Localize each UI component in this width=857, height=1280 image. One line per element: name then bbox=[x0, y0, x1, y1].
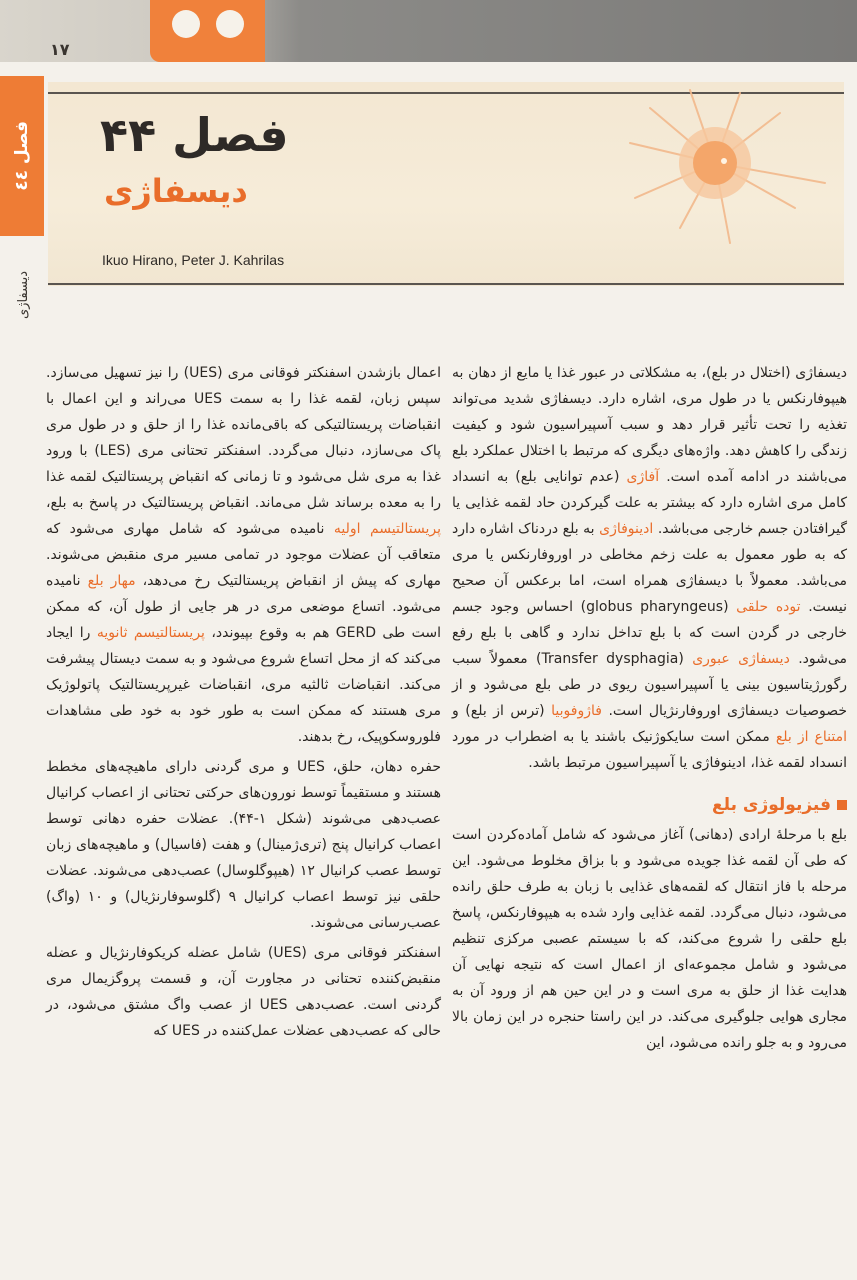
splash-illustration bbox=[620, 88, 830, 248]
term-transfer-dysphagia: دیسفاژی عبوری bbox=[692, 651, 790, 667]
side-title-label: دیسفاژی bbox=[15, 271, 31, 319]
previous-page-corner bbox=[150, 0, 265, 62]
peristalsis-paragraph: اعمال بازشدن اسفنکتر فوقانی مری (UES) را نیز تسهیل می‌سازد. سپس زبان، لقمه غذا را به سمت UES می‌راند و این اعمال با انقباضات پریستالتیکی که باقی‌مانده غذا را از حلق و در طول مری پاک می‌سازد، دنبال می‌گردد. اسفنکتر تحتانی مری (LES) با ورود غذا به مری شل می‌شود و تا زمانی که انقباض پریستالتیک لقمه غذا را به معده برساند شل می‌ماند. انقباض پریستالتیک در پاسخ به بلع، پریستالتیسم اولیه نامیده می‌شود که شامل مهاری می‌شود که متعاقب آن عضلات موجود در تمامی مسیر مری منقبض می‌شوند. مهاری که پیش از انقباض پریستالتیک رخ می‌دهد، مهار بلع نامیده می‌شود. اتساع موضعی مری در هر جایی از طول آن، که ممکن است طی GERD هم به وقوع بپیوندد، پریستالتیسم ثانویه را ایجاد می‌کند که از محل اتساع شروع می‌شود و به سمت دیستال پیشرفت می‌کند. انقباضات ثالثیه مری، انقباضات غیرپریستالتیک پاتولوژیک مری هستند که ممکن است به طور خود به خود طی مشاهدات فلوروسکوپیک، رخ بدهند. bbox=[46, 365, 442, 745]
intro-paragraph: دیسفاژی (اختلال در بلع)، به مشکلاتی در عبور غذا یا مایع از دهان به هیپوفارنکس یا در طول مری، اشاره دارد. دیسفاژی شدید می‌تواند تغذیه را تحت تأثیر قرار دهد و سبب آسپیراسیون شود و کیفیت زندگی را کاهش دهد. واژه‌های دیگری که مرتبط با اختلال عملکرد بلع می‌باشند در ادامه آمده است. آفاژی (عدم توانایی بلع) به انسداد کامل مری اشاره دارد که بیشتر به علت گیرکردن حاد لقمه غذایی یا گیرافتادن جسم خارجی می‌باشد. ادینوفاژی به بلع دردناک اشاره دارد که به طور معمول به علت زخم مخاطی در اوروفارنکس یا مری می‌باشد. معمولاً با دیسفاژی همراه است، اما برعکس آن صحیح نیست. توده حلقی (globus pharyngeus) احساس وجود جسم خارجی در گردن است که با بلع تداخل ندارد و گاهی با بلع رفع می‌شود. دیسفاژی عبوری (Transfer dysphagia) معمولاً سبب رگورژیتاسیون بینی یا آسپیراسیون ریوی در طی بلع می‌شود و از خصوصیات دیسفاژی اوروفارنژیال است. فاژوفوبیا (ترس از بلع) و امتناع از بلع ممکن است سایکوژنیک باشند یا به اضطراب در مورد انسداد لقمه غذا، ادینوفاژی یا آسپیراسیون مرتبط باشد. bbox=[452, 365, 848, 771]
section-heading-label: فیزیولوژی بلع bbox=[712, 795, 831, 815]
term-globus: توده حلقی bbox=[736, 599, 801, 615]
chapter-authors: Ikuo Hirano, Peter J. Kahrilas bbox=[102, 252, 285, 268]
page-number: ۱۷ bbox=[50, 40, 70, 59]
chapter-side-tab bbox=[0, 76, 44, 236]
top-page-edge bbox=[0, 0, 857, 62]
term-aphagia: آفاژی bbox=[626, 469, 660, 485]
chapter-number: فصل ۴۴ bbox=[100, 108, 289, 162]
section-marker-icon bbox=[837, 800, 847, 810]
section-heading bbox=[452, 792, 847, 818]
innervation-paragraph: حفره دهان، حلق، UES و مری گردنی دارای ماهیچه‌های مخطط هستند و مستقیماً توسط نورون‌های حرکتی تحتانی از اعصاب کرانیال عصب‌دهی می‌شوند (شکل ۱-۴۴). عضلات حفره دهانی توسط اعصاب کرانیال پنج (تری‌ژمینال) و هفت (فاسیال) و ماهیچه‌های زبان توسط عصب کرانیال ۱۲ (هیپوگلوسال) عصب‌دهی می‌شوند. عضلات حلقی نیز توسط اعصاب کرانیال ۹ (گلوسوفارنژیال) و ۱۰ (واگ) عصب‌رسانی می‌شوند. bbox=[46, 759, 441, 931]
side-tab-label: فصل ٤٤ bbox=[12, 121, 32, 191]
term-odynophagia: ادینوفاژی bbox=[599, 521, 654, 537]
term-swallow-refusal: امتناع از بلع bbox=[775, 729, 847, 745]
right-text-column bbox=[452, 360, 847, 1058]
term-secondary-peristalsis: پریستالتیسم ثانویه bbox=[96, 625, 205, 641]
chapter-title: دیسفاژی bbox=[104, 172, 248, 210]
term-phagophobia: فاژوفوبیا bbox=[551, 703, 602, 719]
physiology-paragraph: بلع با مرحلهٔ ارادی (دهانی) آغاز می‌شود که شامل آماده‌کردن است که طی آن لقمه غذا جویده می‌شود و با بزاق مخلوط می‌شود. این مرحله با فاز انتقال که لقمه‌های غذایی با زبان به طرف حلق رانده می‌شود، دنبال می‌گردد. لقمه غذایی وارد شده به هیپوفارنکس، پاسخ بلع حلقی را شروع می‌کند، که با سیستم عصبی مرکزی تنظیم می‌شود و شامل مجموعه‌ای از اعمال است که نتیجه نهایی آن هدایت غذا از حلق به مری است و در این حین هم از ورود آن به مجاری هوایی جلوگیری می‌کند. در این راستا حنجره در این زمان بالا می‌رود و به جلو رانده می‌شود، این bbox=[452, 827, 847, 1051]
ues-paragraph: اسفنکتر فوقانی مری (UES) شامل عضله کریکوفارنژیال و عضله منقبض‌کننده تحتانی در مجاورت آن، و قسمت پروگزیمال مری گردنی است. عصب‌دهی UES از عصب واگ مشتق می‌شود، در حالی که عصب‌دهی عضلات عمل‌کننده در UES که bbox=[46, 945, 441, 1039]
left-text-column bbox=[46, 360, 441, 1046]
term-primary-peristalsis: پریستالتیسم اولیه bbox=[333, 521, 441, 537]
side-running-title bbox=[8, 255, 38, 335]
term-deglutitive-inhibition: مهار بلع bbox=[87, 573, 136, 589]
header-bottom-rule bbox=[48, 283, 844, 285]
